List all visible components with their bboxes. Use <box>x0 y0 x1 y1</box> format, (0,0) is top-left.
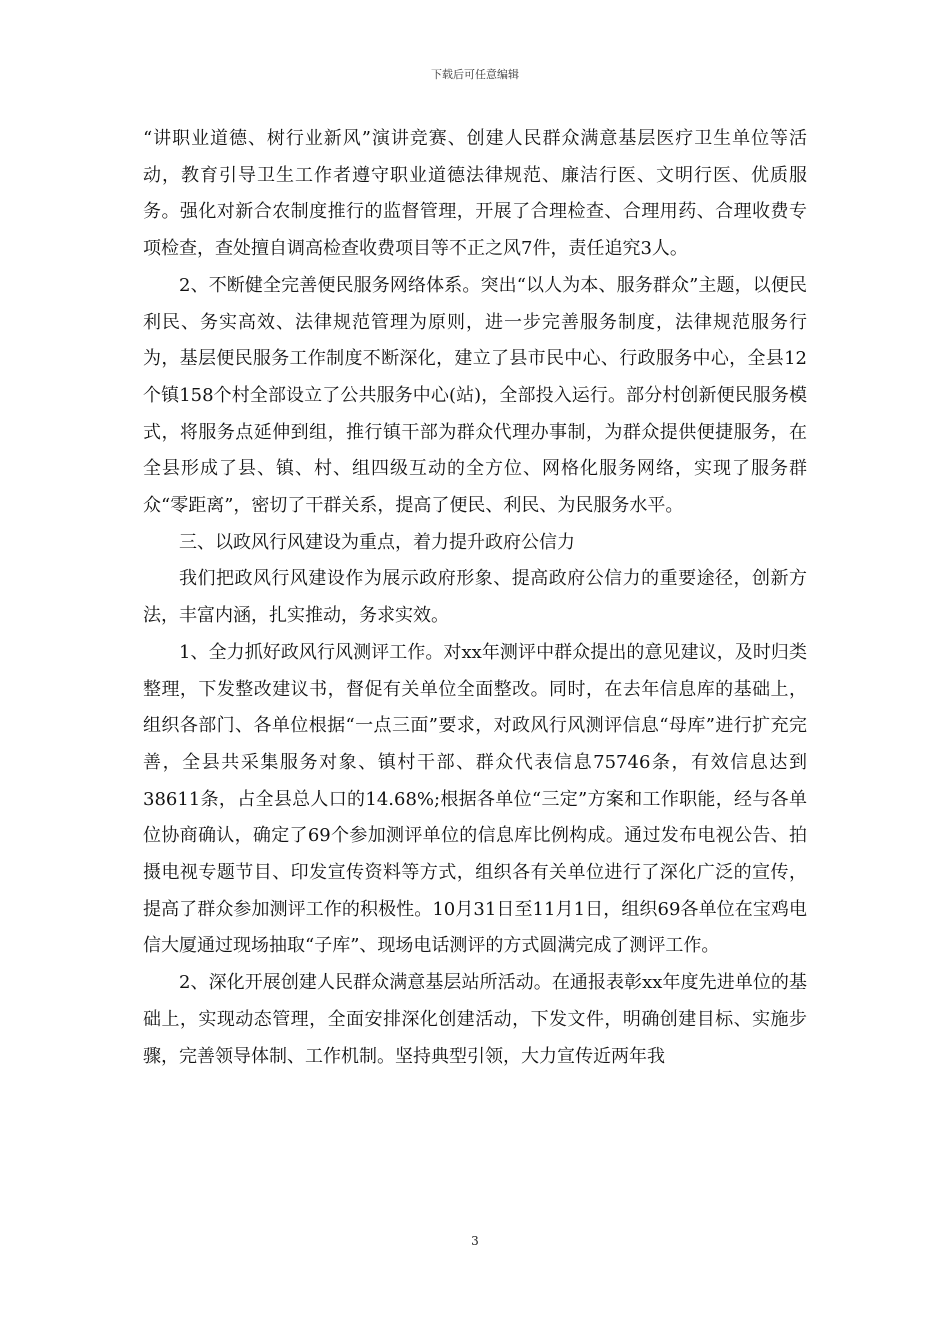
paragraph-service-network: 2、不断健全完善便民服务网络体系。突出“以人为本、服务群众”主题，以便民利民、务实高效、法律规范管理为原则，进一步完善服务制度，法律规范服务行为，基层便民服务工作制度不断深化，建立了县市民中心、行政服务中心，全县12个镇158个村全部设立了公共服务中心(站)，全部投入运行。部分村创新便民服务模式，将服务点延伸到组，推行镇干部为群众代理办事制，为群众提供便捷服务，在全县形成了县、镇、村、组四级互动的全方位、网格化服务网络，实现了服务群众“零距离”，密切了干群关系，提高了便民、利民、为民服务水平。 <box>143 274 807 517</box>
page-header: 下载后可任意编辑 <box>431 68 519 81</box>
paragraph-intro: 我们把政风行风建设作为展示政府形象、提高政府公信力的重要途径，创新方法，丰富内涵，扎实推动，务求实效。 <box>143 568 807 627</box>
section-heading: 三、以政风行风建设为重点，着力提升政府公信力 <box>179 531 575 553</box>
paragraph-continuation: “讲职业道德、树行业新风”演讲竞赛、创建人民群众满意基层医疗卫生单位等活动，教育引导卫生工作者遵守职业道德法律规范、廉洁行医、文明行医、优质服务。强化对新合农制度推行的监督管理，开展了合理检查、合理用药、合理收费专项检查，查处擅自调高检查收费项目等不正之风7件，责任追究3人。 <box>143 128 807 260</box>
paragraph-evaluation: 1、全力抓好政风行风测评工作。对xx年测评中群众提出的意见建议，及时归类整理，下发整改建议书，督促有关单位全面整改。同时，在去年信息库的基础上，组织各部门、各单位根据“一点三面”要求，对政风行风测评信息“母库”进行扩充完善，全县共采集服务对象、镇村干部、群众代表信息75746条，有效信息达到38611条，占全县总人口的14.68%;根据各单位“三定”方案和工作职能，经与各单位协商确认，确定了69个参加测评单位的信息库比例构成。通过发布电视公告、拍摄电视专题节目、印发宣传资料等方式，组织各有关单位进行了深化广泛的宣传，提高了群众参加测评工作的积极性。10月31日至11月1日，组织69各单位在宝鸡电信大厦通过现场抽取“子库”、现场电话测评的方式圆满完成了测评工作。 <box>143 641 807 957</box>
paragraph-station-activity: 2、深化开展创建人民群众满意基层站所活动。在通报表彰xx年度先进单位的基础上，实现动态管理，全面安排深化创建活动，下发文件，明确创建目标、实施步骤，完善领导体制、工作机制。坚持典型引领，大力宣传近两年我 <box>143 972 807 1067</box>
document-body <box>143 121 807 1075</box>
page-number: 3 <box>471 1234 479 1248</box>
